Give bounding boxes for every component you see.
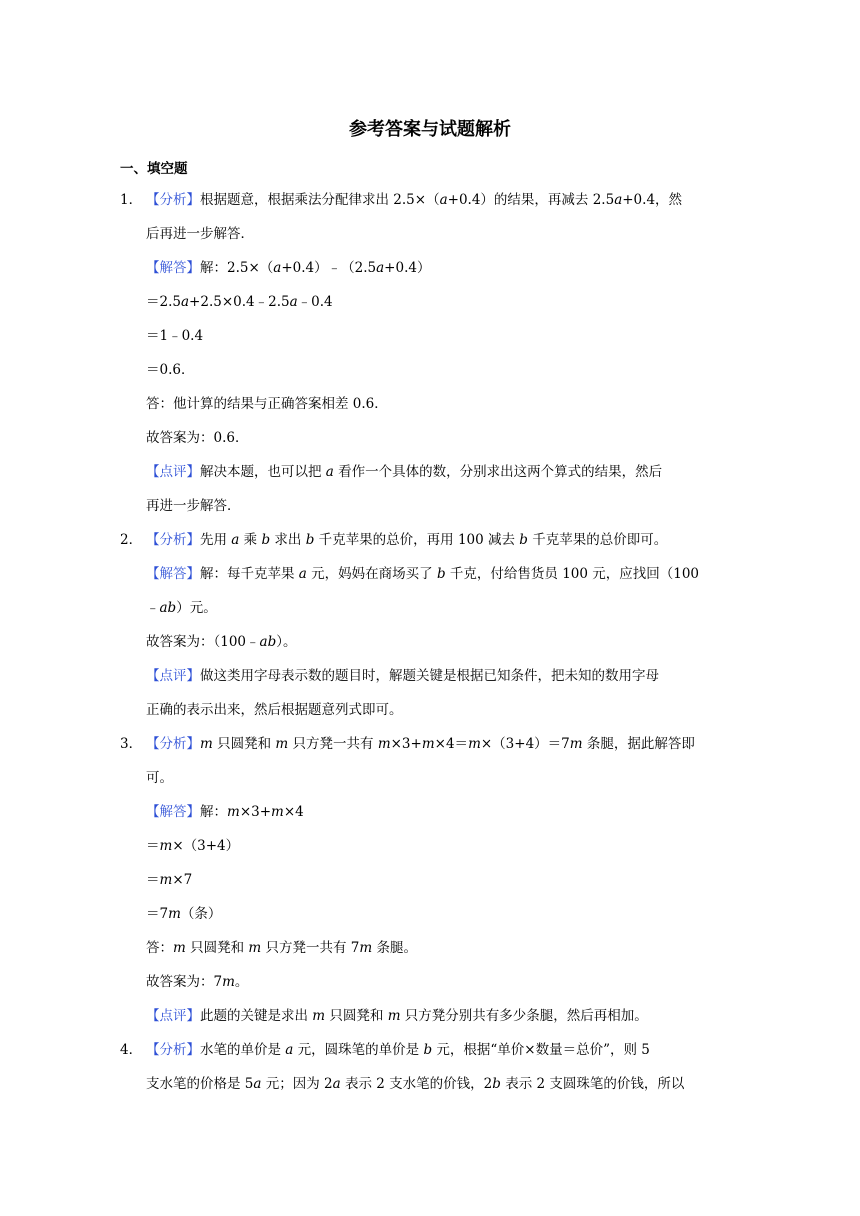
q1-comment-line-1: 【点评】解决本题，也可以把 a 看作一个具体的数，分别求出这两个算式的结果，然后 (146, 464, 663, 480)
q1-answer-line: 答：他计算的结果与正确答案相差 0.6． (146, 396, 388, 412)
q3-answer-line: 答：m 只圆凳和 m 只方凳一共有 7m 条腿。 (146, 940, 417, 956)
analysis-tag: 【分析】 (146, 736, 200, 752)
analysis-tag: 【分析】 (146, 1042, 200, 1058)
solution-tag: 【解答】 (146, 804, 200, 820)
q1-solution-line-2: ＝2.5a+2.5×0.4﹣2.5a﹣0.4 (146, 294, 333, 310)
q2-comment-line-2: 正确的表示出来，然后根据题意列式即可。 (146, 702, 403, 718)
analysis-tag: 【分析】 (146, 192, 200, 208)
comment-tag: 【点评】 (146, 464, 200, 480)
q1-analysis-line-1: 【分析】根据题意，根据乘法分配律求出 2.5×（a+0.4）的结果，再减去 2.5a+0.4，然 (146, 192, 683, 208)
q1-analysis-line-2: 后再进一步解答． (146, 226, 254, 242)
question-number: 3． (120, 736, 143, 752)
q4-analysis-line-1: 【分析】水笔的单价是 a 元，圆珠笔的单价是 b 元，根据“单价×数量＝总价”，则 5 (146, 1042, 650, 1058)
q2-analysis-line-1: 【分析】先用 a 乘 b 求出 b 千克苹果的总价，再用 100 减去 b 千克苹果的总价即可。 (146, 532, 668, 548)
page-title: 参考答案与试题解析 (349, 119, 511, 140)
q1-solution-line-3: ＝1﹣0.4 (146, 328, 204, 344)
q2-comment-line-1: 【点评】做这类用字母表示数的题目时，解题关键是根据已知条件，把未知的数用字母 (146, 668, 659, 684)
q3-solution-line-2: ＝m×（3+4） (146, 838, 240, 854)
q1-solution-line-1: 【解答】解：2.5×（a+0.4）﹣（2.5a+0.4） (146, 260, 431, 276)
q2-solution-line-2: ﹣ab）元。 (146, 600, 217, 616)
q4-analysis-line-2: 支水笔的价格是 5a 元；因为 2a 表示 2 支水笔的价钱，2b 表示 2 支圆珠笔的价钱，所以 (146, 1076, 685, 1092)
q3-solution-line-1: 【解答】解：m×3+m×4 (146, 804, 304, 820)
q3-solution-line-4: ＝7m（条） (146, 906, 222, 922)
q3-analysis-line-2: 可。 (146, 770, 173, 786)
q2-solution-line-1: 【解答】解：每千克苹果 a 元，妈妈在商场买了 b 千克，付给售货员 100 元，应找回（100 (146, 566, 700, 582)
question-number: 2． (120, 532, 143, 548)
question-number: 4． (120, 1042, 143, 1058)
section-heading: 一、填空题 (120, 161, 188, 177)
comment-tag: 【点评】 (146, 1008, 200, 1024)
comment-tag: 【点评】 (146, 668, 200, 684)
question-number: 1． (120, 192, 143, 208)
q1-solution-line-4: ＝0.6． (146, 362, 195, 378)
q3-final-answer: 故答案为：7m。 (146, 974, 249, 990)
analysis-tag: 【分析】 (146, 532, 200, 548)
q2-final-answer: 故答案为：（100﹣ab）。 (146, 634, 297, 650)
solution-tag: 【解答】 (146, 260, 200, 276)
q3-solution-line-3: ＝m×7 (146, 872, 193, 888)
solution-tag: 【解答】 (146, 566, 200, 582)
q3-analysis-line-1: 【分析】m 只圆凳和 m 只方凳一共有 m×3+m×4＝m×（3+4）＝7m 条腿，据此解答即 (146, 736, 695, 752)
q1-comment-line-2: 再进一步解答． (146, 498, 241, 514)
q3-comment-line-1: 【点评】此题的关键是求出 m 只圆凳和 m 只方凳分别共有多少条腿，然后再相加。 (146, 1008, 648, 1024)
q1-final-answer: 故答案为：0.6． (146, 430, 249, 446)
